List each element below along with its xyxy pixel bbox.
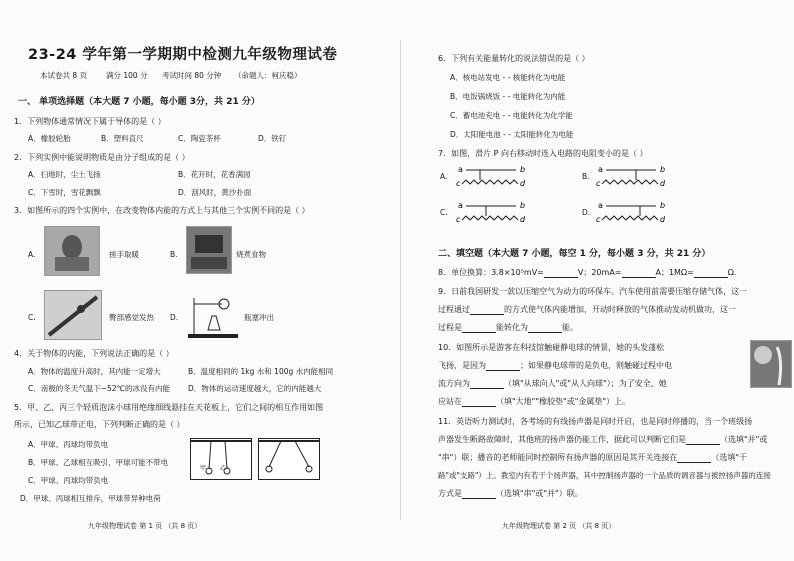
q6-option-d: D．太阳能电池 - - 太阳能转化为电能 [450,130,574,139]
q11-text-3: "串"）联；播音的老师能同时控制所有扬声器的原因是其开关连接在 [438,453,678,462]
q3-image-slide [44,290,102,340]
q10-line-1: 10．如图所示是游客在科技馆触碰静电球的情景，她的头发蓬松 [438,343,665,352]
q7-option-d: D. [582,208,591,217]
section-1-heading: 一、 单项选择题（本大题 7 小题，每小题 3分，共 21 分） [18,97,260,107]
q1-option-d: D．铁钉 [258,134,287,143]
q9-text-2b: 的方式使气体内能增加，开动时释放的气体推动发动机做功，这一 [504,305,736,314]
q3-image-flask [186,290,242,340]
q10-blank-1[interactable] [486,362,520,371]
q7-circuit-b [596,162,676,190]
q5-stem-line1: 5．甲、乙、丙三个轻质泡沫小球用绝缘细线悬挂在天花板上，它们之间的相互作用如图 [14,403,324,412]
q5-option-c: C．甲球、丙球均带负电 [28,476,109,485]
q6-stem: 6．下列有关能量转化的说法错误的是（ ） [438,54,590,63]
q3-caption-d: 瓶塞冲出 [244,313,274,322]
q11-line-3 [438,453,747,463]
q4-option-d: D．物体的运动速度越大，它的内能越大 [188,384,322,393]
q11-text-5b: （选填"串"或"并"）联。 [496,489,583,498]
svg-text:b: b [520,201,526,210]
page-1-footer: 九年级物理试卷 第 1 页 （共 8 页） [88,522,202,530]
svg-text:a: a [598,201,603,210]
q11-blank-1[interactable] [686,436,720,445]
q10-blank-2[interactable] [470,380,504,389]
q8-line [438,268,736,278]
q7-circuit-a [456,162,536,190]
q2-option-d: D．刮风时，黄沙扑面 [178,188,252,197]
q6-option-c: C．蓄电池充电 - - 电能转化为化学能 [450,111,573,120]
q3-stem: 3．如图所示的四个实例中，在改变物体内能的方式上与其他三个实例不同的是（ ） [14,206,310,215]
svg-text:b: b [660,165,666,174]
q5-ball-label-2: 乙 [220,465,227,472]
q4-option-c: C．南极的冬天气温下−52℃的冰没有内能 [28,384,170,393]
q3-image-cooking [186,226,232,274]
q8-part-2: V；20mA= [577,268,622,277]
q10-text-4a: 应站在 [438,397,462,406]
q2-option-a: A．扫地时，尘土飞扬 [28,170,101,179]
svg-text:c: c [456,215,461,224]
q9-text-3a: 过程是 [438,323,462,332]
q10-blank-3[interactable] [462,398,496,407]
full-score: 满分 100 分 [106,71,148,80]
q6-option-b: B．电饭锅烧饭 - - 电能转化为内能 [450,92,566,101]
q9-line-2 [438,305,736,315]
svg-text:c: c [596,179,601,188]
svg-text:d: d [660,215,666,224]
q5-option-a: A．甲球、丙球均带负电 [28,440,109,449]
q3-caption-b: 烧煮食物 [236,250,266,259]
q1-option-b: B．塑料直尺 [101,134,144,143]
q8-part-1: 8．单位换算：3.8×10⁵mV= [438,268,544,277]
q3-option-d: D. [170,313,179,322]
q3-image-rubbing-hands [44,226,100,276]
q11-text-3b: （选填"干 [711,453,748,462]
q4-option-b: B．温度相同的 1kg 水和 100g 水内能相同 [188,367,334,376]
q10-text-3b: （填"从球向人"或"从人向球"）；为了安全，她 [504,379,667,388]
svg-text:a: a [458,201,463,210]
q8-blank-2[interactable] [622,269,656,278]
q11-text-2a: 声器发生断路故障时，其他班的扬声器仍能工作，据此可以判断它们是 [438,435,686,444]
q3-option-b: B. [170,250,178,259]
q9-text-3c: 能。 [562,323,578,332]
svg-text:b: b [520,165,526,174]
q11-text-2b: （选填"并"或 [720,435,768,444]
q3-option-c: C. [28,313,36,322]
q11-text-5a: 方式是 [438,489,462,498]
q2-stem: 2．下列实例中能说明物质是由分子组成的是（ ） [14,153,190,162]
q1-option-c: C．陶瓷茶杯 [178,134,221,143]
svg-text:d: d [520,215,526,224]
svg-text:a: a [458,165,463,174]
q10-image-static-ball [750,340,792,388]
q9-blank-1[interactable] [470,306,504,315]
svg-text:a: a [598,165,603,174]
q11-line-4: 路"或"支路"）上。教室内有若干个扬声器，其中控制扬声器的一个品质的调音器与被控扬声器的连接 [438,471,771,480]
q10-text-3a: 流方向为 [438,379,470,388]
q5-ball-label-1: 甲 [200,465,207,472]
q7-stem: 7．如图，滑片 P 向右移动时连入电路的电阻变小的是（ ） [438,149,648,158]
q7-option-c: C. [440,208,448,217]
q5-option-b: B．甲球、乙球相互吸引，甲球可能不带电 [28,458,169,467]
q5-option-d: D．甲球、丙球相互排斥，甲球带异种电荷 [20,494,161,503]
exam-time: 考试时间 80 分钟 [162,71,222,80]
q11-blank-3[interactable] [462,490,496,499]
page-2-footer: 九年级物理试卷 第 2 页 （共 8 页） [502,522,616,530]
svg-text:d: d [520,179,526,188]
q10-line-4 [438,397,630,407]
q11-line-1: 11．英语听力测试时，各考场的有线扬声器是同时开启，也是同时停播的，当一个班级扬 [438,417,753,426]
q10-text-2b: ；如果静电球带的是负电，则触碰过程中电 [520,361,672,370]
svg-text:c: c [596,215,601,224]
q9-blank-3[interactable] [528,324,562,333]
q11-blank-2[interactable] [677,454,711,463]
q3-option-a: A. [28,250,36,259]
q11-line-5 [438,489,583,499]
q7-circuit-c [456,198,536,226]
q1-stem: 1．下列物体通常情况下属于导体的是（ ） [14,117,166,126]
page-divider [400,40,401,520]
q2-option-c: C．下雪时，雪花飘飘 [28,188,101,197]
q10-line-2 [438,361,672,371]
q9-text-3b: 能转化为 [496,323,528,332]
q6-option-a: A．核电站发电 - - 核能转化为电能 [450,73,566,82]
q9-blank-2[interactable] [462,324,496,333]
q9-line-3 [438,323,578,333]
svg-text:d: d [660,179,666,188]
q3-caption-a: 搓手取暖 [109,250,139,259]
q11-line-2 [438,435,767,445]
author: （命题人：柯庆稳） [234,71,302,80]
exam-title: 23-24 学年第一学期期中检测九年级物理试卷 [28,47,338,63]
q8-blank-1[interactable] [544,269,578,278]
q4-option-a: A．物体的温度升高时，其内能一定增大 [28,367,161,376]
q1-option-a: A．橡胶轮胎 [28,134,71,143]
q5-stem-line2: 所示，已知乙球带正电，下列判断正确的是（ ） [14,420,185,429]
svg-text:c: c [456,179,461,188]
q5-figure-right [258,438,320,480]
q7-option-a: A. [440,172,448,181]
q7-circuit-d [596,198,676,226]
q2-option-b: B．花开时，花香满园 [178,170,251,179]
q9-line-1: 9．日前我国研发一款以压缩空气为动力的环保车。汽车使用前需要压缩存储气体，这一 [438,287,748,296]
q4-stem: 4．关于物体的内能，下列说法正确的是（ ） [14,349,174,358]
page-count: 本试卷共 8 页 [40,71,88,80]
svg-text:b: b [660,201,666,210]
q9-text-2a: 过程通过 [438,305,470,314]
q10-text-4b: （填"大地""橡胶垫"或"金属垫"）上。 [496,397,631,406]
q10-text-2a: 飞扬，是因为 [438,361,486,370]
q10-line-3 [438,379,667,389]
q3-caption-c: 臀部感觉发热 [109,313,154,322]
q8-part-4: Ω. [727,268,737,277]
q8-part-3: A；1MΩ= [655,268,694,277]
q8-blank-3[interactable] [694,269,728,278]
section-2-heading: 二、填空题（本大题 7 小题，每空 1 分，每小题 3 分，共 21 分） [438,249,711,259]
q7-option-b: B. [582,172,590,181]
